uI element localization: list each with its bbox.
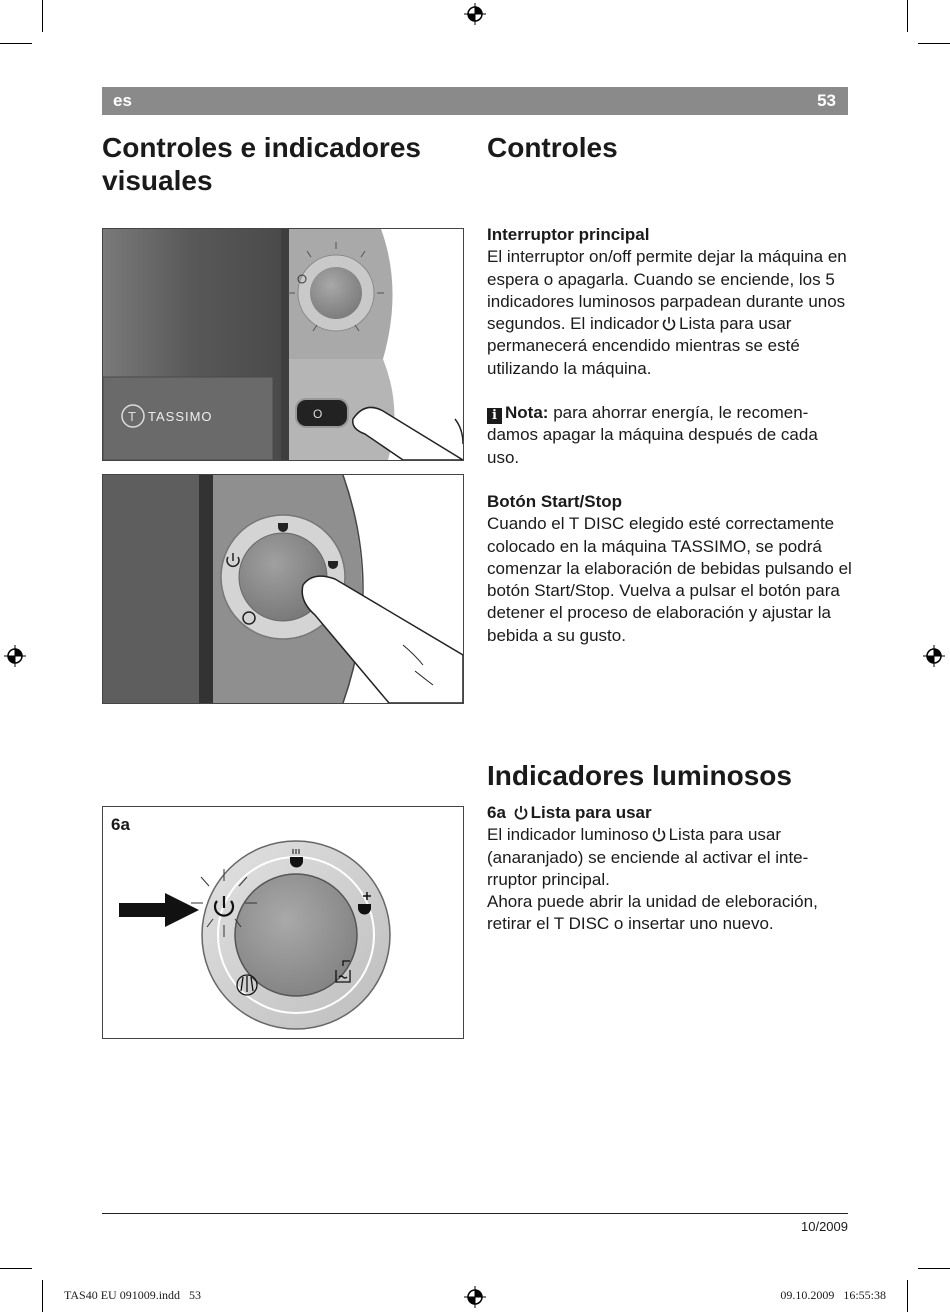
svg-text:T: T [128,409,136,424]
figure-6a [102,806,464,1039]
crop-mark [0,43,32,44]
language-code: es [113,91,132,110]
main-switch-heading: Interruptor principal [487,225,650,244]
indicators-section [487,802,852,936]
slug-right: 09.10.2009 16:55:38 [780,1288,886,1302]
ready-number: 6a [487,803,506,822]
registration-mark-icon [4,645,26,667]
crop-mark [918,43,950,44]
power-icon [514,805,528,820]
page-header-bar [102,87,848,115]
power-icon [652,827,666,842]
crop-mark [907,1280,908,1312]
ready-heading-text: Lista para usar [530,803,652,822]
main-switch-text-after: Lista para usar permanecerá encendido mientras se esté utilizando la máquina. [487,314,800,378]
info-icon: i [487,408,502,424]
ready-indicator-dial-illustration [103,807,463,1038]
note-text: para ahorrar energía, le recomendamos apagar la máquina después de cada uso. [487,403,818,467]
main-switch-text-before: El interruptor on/off permite dejar la máquina en espera o apagarla. Cuando se enciende, los 5 indicadores luminosos parpadean durante unos segundos. El indicador [487,247,847,334]
ready-text-1 [487,824,852,891]
controls-section [487,224,852,647]
start-stop-heading: Botón Start/Stop [487,491,623,511]
power-icon [662,316,676,331]
page-number: 53 [817,91,836,110]
start-stop-illustration [103,475,463,703]
tassimo-logo: TASSIMO [148,409,213,424]
note-label: Nota: [505,403,549,423]
indicators-title: Indicadores luminosos [487,760,792,791]
crop-mark [918,1268,950,1269]
machine-switch-illustration [103,229,463,460]
slug-left: TAS40 EU 091009.indd 53 [64,1288,202,1302]
start-stop-text: Cuando el T DISC elegido esté correctamente colocado en la máquina TASSIMO, se podrá comenzar la elaboración de bebidas pulsando el botón Start/Stop. Vuelva a pulsar el botón para detener el proceso de elaboración y ajustar la bebida a su gusto. [487,514,852,645]
crop-mark [907,0,908,32]
figure-label: 6a [111,815,130,834]
controls-title: Controles [487,132,618,163]
crop-mark [42,0,43,32]
ready-heading [487,802,852,824]
footer-rule [102,1213,848,1214]
main-switch-text [487,246,852,380]
registration-mark-icon [923,645,945,667]
note-paragraph [487,402,852,469]
ready-text-before: El indicador luminoso [487,825,649,845]
footer-date: 10/2009 [801,1219,848,1234]
figure-main-switch [102,228,464,461]
registration-mark-icon [464,1286,486,1308]
crop-mark [42,1280,43,1312]
ready-text-after: Lista para usar (anaranjado) se enciende al activar el interruptor principal. [487,825,809,889]
section-title: Controles e indicadores visuales [102,132,421,196]
registration-mark-icon [464,3,486,25]
ready-text-2: Ahora puede abrir la unidad de eleboración, retirar el T DISC o insertar uno nuevo. [487,892,818,934]
switch-o-label: O [313,407,323,421]
crop-mark [0,1268,32,1269]
figure-start-stop [102,474,464,704]
